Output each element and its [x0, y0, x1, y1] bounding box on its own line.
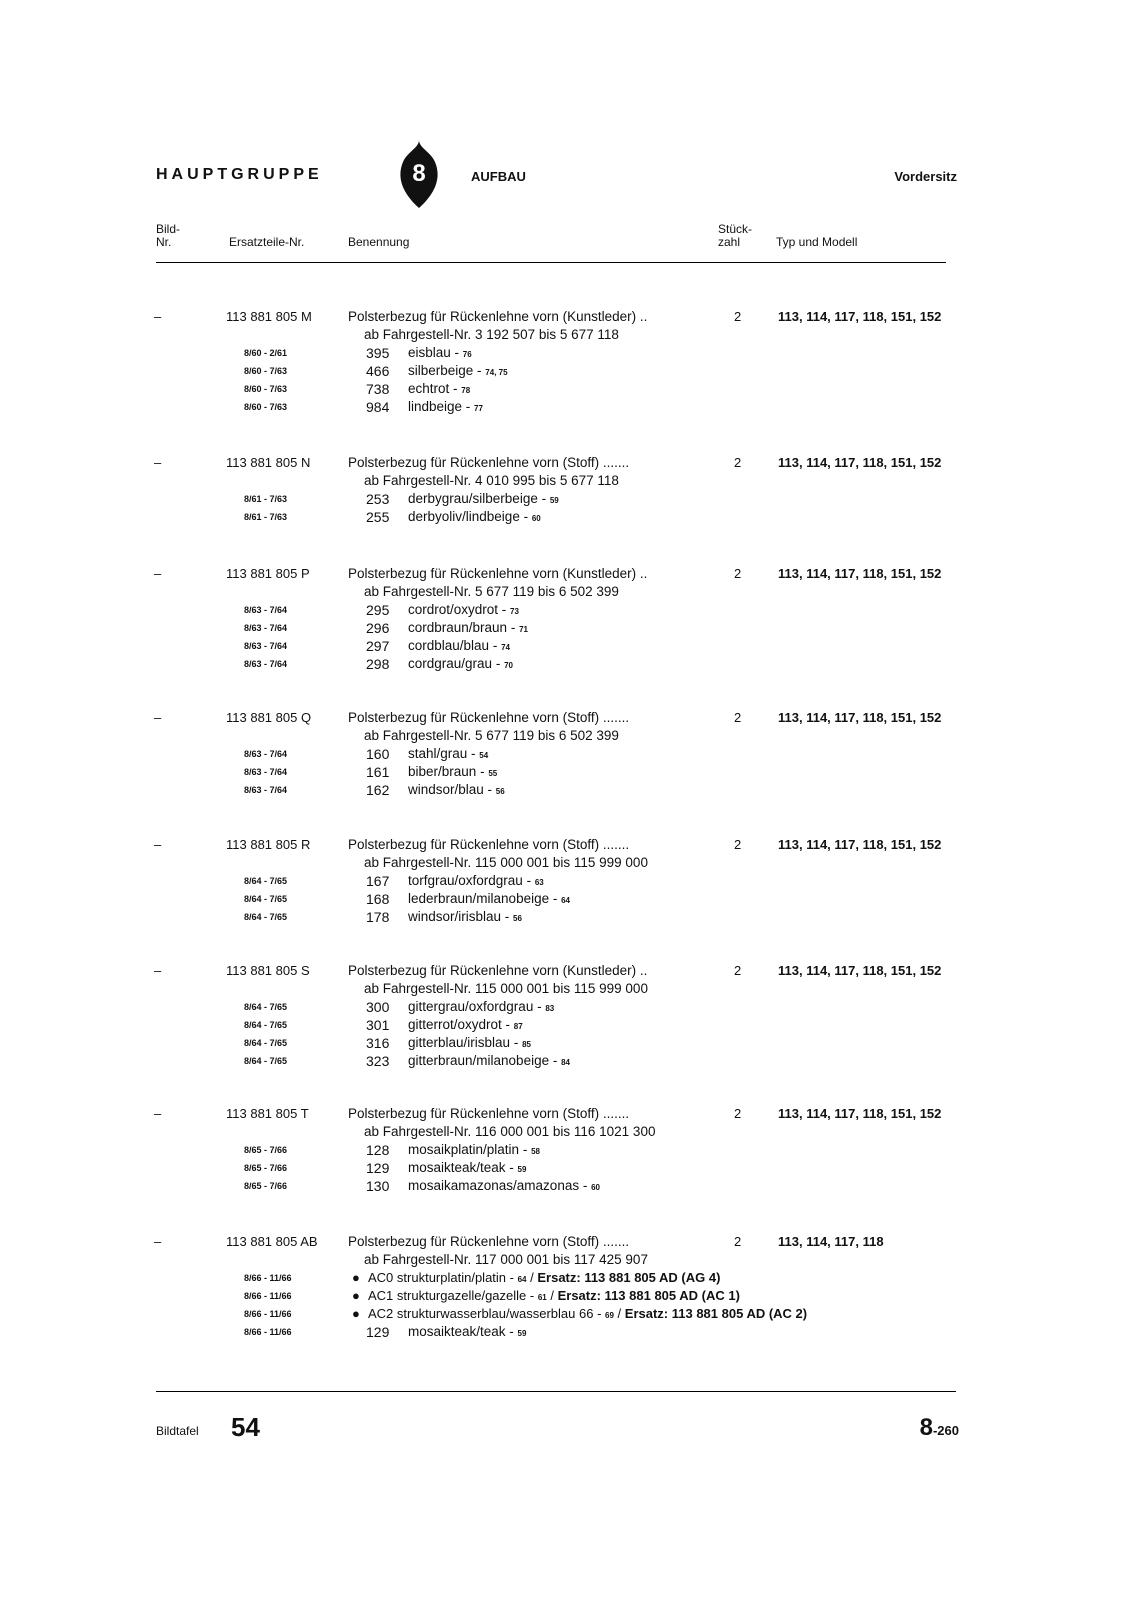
entry-dash: – [154, 710, 162, 725]
color-name-text: lederbraun/milanobeige [408, 891, 550, 906]
color-code: 298 [366, 656, 390, 672]
color-ref: 76 [462, 350, 472, 359]
color-code: 323 [366, 1053, 390, 1069]
section-title: AUFBAU [471, 169, 526, 184]
color-name-text: cordrot/oxydrot [408, 602, 499, 617]
parts-entry [150, 455, 980, 527]
color-name-text: cordgrau/grau [408, 656, 493, 671]
color-ref: 60 [531, 514, 541, 523]
part-models: 113, 114, 117, 118, 151, 152 [778, 837, 942, 852]
part-quantity: 2 [734, 309, 742, 324]
parts-entry [150, 963, 980, 1071]
col-bild-nr [156, 223, 180, 249]
replaced-color-line: AC1 strukturgazelle/gazelle - 61 / Ersatz: 113 881 805 AD (AC 1) [368, 1288, 740, 1303]
color-row [150, 1178, 980, 1196]
color-name: cordrot/oxydrot - 73 [408, 602, 519, 617]
entry-dash: – [154, 1106, 162, 1121]
header-rule [156, 262, 946, 263]
bullet-icon: ● [352, 1270, 360, 1285]
validity-date: 8/63 - 7/64 [244, 641, 288, 651]
entry-main-row [150, 1106, 980, 1124]
color-name-text: cordblau/blau [408, 638, 490, 653]
part-description: Polsterbezug für Rückenlehne vorn (Stoff) ....... [348, 1106, 630, 1121]
part-description: Polsterbezug für Rückenlehne vorn (Kunstleder) .. [348, 963, 648, 978]
validity-date: 8/66 - 11/66 [244, 1273, 292, 1283]
part-models: 113, 114, 117, 118, 151, 152 [778, 710, 942, 725]
color-name: eisblau - 76 [408, 345, 472, 360]
color-name: mosaikamazonas/amazonas - 60 [408, 1178, 600, 1193]
color-ref: 74 [501, 643, 510, 652]
color-code: 129 [366, 1324, 390, 1340]
color-ref: 56 [513, 914, 522, 923]
part-models: 113, 114, 117, 118, 151, 152 [778, 963, 942, 978]
part-description: Polsterbezug für Rückenlehne vorn (Stoff) ....... [348, 710, 630, 725]
parts-entry [150, 566, 980, 674]
color-name: stahl/grau - 54 [408, 746, 489, 761]
color-code: 297 [366, 638, 390, 654]
entry-chassis-row [150, 473, 980, 491]
color-ref: 64 [517, 1275, 527, 1284]
col-designation: Benennung [348, 235, 410, 249]
color-name-text: windsor/irisblau [408, 909, 502, 924]
validity-date: 8/63 - 7/64 [244, 749, 288, 759]
color-row [150, 602, 980, 620]
entry-chassis-row [150, 1124, 980, 1142]
entry-main-row [150, 566, 980, 584]
color-ref: 78 [461, 386, 471, 395]
color-name-text: cordbraun/braun [408, 620, 508, 635]
plate-label: Bildtafel [156, 1424, 199, 1438]
part-description: Polsterbezug für Rückenlehne vorn (Stoff) ....... [348, 837, 630, 852]
replacement-part: Ersatz: 113 881 805 AD (AC 1) [557, 1288, 740, 1303]
color-name: windsor/blau - 56 [408, 782, 505, 797]
color-ref: 63 [534, 878, 544, 887]
validity-date: 8/66 - 11/66 [244, 1309, 292, 1319]
validity-date: 8/64 - 7/65 [244, 1056, 288, 1066]
color-ref: 59 [517, 1165, 527, 1174]
chassis-range: ab Fahrgestell-Nr. 117 000 001 bis 117 425 907 [364, 1252, 648, 1267]
plate-number: 54 [231, 1412, 260, 1442]
replacement-part: Ersatz: 113 881 805 AD (AC 2) [624, 1306, 808, 1321]
color-code: 160 [366, 746, 390, 762]
color-ref: 64 [561, 896, 571, 905]
color-ref: 83 [545, 1004, 555, 1013]
color-row [150, 656, 980, 674]
col-bild-line2: Nr. [156, 235, 172, 249]
color-name: mosaikplatin/platin - 58 [408, 1142, 540, 1157]
color-ref: 54 [479, 751, 489, 760]
color-name: derbyoliv/lindbeige - 60 [408, 509, 541, 524]
color-name: windsor/irisblau - 56 [408, 909, 522, 924]
color-code: AC1 [368, 1288, 394, 1303]
chassis-range: ab Fahrgestell-Nr. 5 677 119 bis 6 502 399 [364, 728, 619, 743]
color-row [150, 509, 980, 527]
color-name-text: echtrot [408, 381, 450, 396]
validity-date: 8/63 - 7/64 [244, 659, 288, 669]
color-ref: 84 [561, 1058, 570, 1067]
color-name-text: gitterrot/oxydrot [408, 1017, 502, 1032]
parts-entry-last [150, 1234, 980, 1342]
color-name-text: gitterblau/irisblau [408, 1035, 511, 1050]
part-description: Polsterbezug für Rückenlehne vorn (Kunstleder) .. [348, 309, 648, 324]
color-row [150, 363, 980, 381]
color-row [150, 873, 980, 891]
color-code: 128 [366, 1142, 390, 1158]
replaced-color-row [150, 1270, 980, 1288]
col-qty-line2: zahl [718, 235, 741, 249]
color-name: silberbeige - 74, 75 [408, 363, 508, 378]
group-title: HAUPTGRUPPE [156, 166, 323, 183]
color-code: 301 [366, 1017, 390, 1033]
color-code: 296 [366, 620, 390, 636]
page-number [920, 1414, 959, 1442]
col-bild-line1: Bild- [156, 222, 181, 236]
color-name-text: windsor/blau [408, 782, 484, 797]
validity-date: 8/60 - 7/63 [244, 384, 288, 394]
replaced-color-line: AC0 strukturplatin/platin - 64 / Ersatz: 113 881 805 AD (AG 4) [368, 1270, 721, 1285]
entry-dash: – [154, 1234, 162, 1249]
color-code: 738 [366, 381, 390, 397]
entry-chassis-row [150, 981, 980, 999]
color-ref: 59 [517, 1329, 527, 1338]
color-ref: 74, 75 [485, 368, 508, 377]
part-quantity: 2 [734, 455, 742, 470]
color-name: echtrot - 78 [408, 381, 471, 396]
color-row [150, 1017, 980, 1035]
color-ref: 58 [531, 1147, 540, 1156]
validity-date: 8/65 - 7/66 [244, 1181, 288, 1191]
entry-chassis-row [150, 728, 980, 746]
entry-main-row [150, 455, 980, 473]
part-number: 113 881 805 N [226, 455, 311, 470]
validity-date: 8/60 - 7/63 [244, 402, 288, 412]
color-name: cordgrau/grau - 70 [408, 656, 513, 671]
part-number: 113 881 805 R [226, 837, 311, 852]
group-number: 8 [412, 160, 426, 187]
color-name: cordblau/blau - 74 [408, 638, 510, 653]
validity-date: 8/63 - 7/64 [244, 605, 288, 615]
replaced-color-line: AC2 strukturwasserblau/wasserblau 66 - 69 / Ersatz: 113 881 805 AD (AC 2) [368, 1306, 808, 1321]
validity-date: 8/64 - 7/65 [244, 876, 288, 886]
part-number: 113 881 805 P [226, 566, 310, 581]
validity-date: 8/64 - 7/65 [244, 1038, 288, 1048]
color-code: 255 [366, 509, 390, 525]
entry-dash: – [154, 837, 162, 852]
part-models: 113, 114, 117, 118, 151, 152 [778, 566, 942, 581]
part-number: 113 881 805 M [226, 309, 312, 324]
validity-date: 8/63 - 7/64 [244, 623, 288, 633]
color-code: 178 [366, 909, 390, 925]
entry-main-row [150, 963, 980, 981]
color-row [150, 999, 980, 1017]
color-code: 395 [366, 345, 390, 361]
validity-date: 8/60 - 2/61 [244, 348, 288, 358]
color-code: 130 [366, 1178, 390, 1194]
parts-entry [150, 1106, 980, 1196]
entry-chassis-row [150, 1252, 980, 1270]
color-name: derbygrau/silberbeige - 59 [408, 491, 559, 506]
color-name-text: lindbeige [408, 399, 463, 414]
color-row [150, 782, 980, 800]
entry-dash: – [154, 455, 162, 470]
entry-main-row [150, 309, 980, 327]
color-name: gitterrot/oxydrot - 87 [408, 1017, 523, 1032]
part-description: Polsterbezug für Rückenlehne vorn (Stoff) ....... [348, 1234, 630, 1249]
validity-date: 8/64 - 7/65 [244, 894, 288, 904]
validity-date: 8/60 - 7/63 [244, 366, 288, 376]
color-name-text: mosaikteak/teak [408, 1160, 506, 1175]
part-quantity: 2 [734, 1106, 742, 1121]
footer-rule [156, 1391, 956, 1392]
validity-date: 8/63 - 7/64 [244, 785, 288, 795]
entry-dash: – [154, 963, 162, 978]
entry-main-row [150, 837, 980, 855]
col-type-model: Typ und Modell [776, 235, 858, 249]
color-name-text: stahl/grau [408, 746, 468, 761]
part-quantity: 2 [734, 566, 742, 581]
color-ref: 73 [510, 607, 519, 616]
color-code: 129 [366, 1160, 390, 1176]
validity-date: 8/65 - 7/66 [244, 1163, 288, 1173]
color-name-text: gitterbraun/milanobeige [408, 1053, 550, 1068]
entry-main-row [150, 710, 980, 728]
color-code: 300 [366, 999, 390, 1015]
entry-dash: – [154, 309, 162, 324]
color-row [150, 909, 980, 927]
color-ref: 77 [474, 404, 483, 413]
validity-date: 8/66 - 11/66 [244, 1327, 292, 1337]
validity-date: 8/66 - 11/66 [244, 1291, 292, 1301]
entry-chassis-row [150, 855, 980, 873]
parts-entry [150, 710, 980, 800]
color-ref: 87 [513, 1022, 523, 1031]
color-code: 316 [366, 1035, 390, 1051]
color-name: lindbeige - 77 [408, 399, 483, 414]
color-row [150, 1324, 980, 1342]
validity-date: 8/64 - 7/65 [244, 1002, 288, 1012]
color-name-text: silberbeige [408, 363, 474, 378]
color-row [150, 345, 980, 363]
validity-date: 8/64 - 7/65 [244, 1020, 288, 1030]
color-name-text: derbyoliv/lindbeige [408, 509, 520, 524]
color-row [150, 764, 980, 782]
color-row [150, 399, 980, 417]
color-ref: 60 [591, 1183, 600, 1192]
entry-chassis-row [150, 327, 980, 345]
entry-dash: – [154, 566, 162, 581]
page-main: 8 [919, 1414, 933, 1441]
color-name-text: torfgrau/oxfordgrau [408, 873, 523, 888]
entry-chassis-row [150, 584, 980, 602]
color-name-text: mosaikamazonas/amazonas [408, 1178, 580, 1193]
bullet-icon: ● [352, 1288, 360, 1303]
color-ref: 70 [504, 661, 513, 670]
color-code: 295 [366, 602, 390, 618]
color-name: mosaikteak/teak - 59 [408, 1324, 527, 1339]
part-number: 113 881 805 AB [226, 1234, 318, 1249]
color-row [150, 1035, 980, 1053]
col-qty [718, 223, 752, 249]
color-name: cordbraun/braun - 71 [408, 620, 528, 635]
part-number: 113 881 805 T [226, 1106, 309, 1121]
color-row [150, 638, 980, 656]
color-name-text: mosaikteak/teak [408, 1324, 506, 1339]
color-name: gittergrau/oxfordgrau - 83 [408, 999, 555, 1014]
color-name-text: strukturwasserblau/wasserblau 66 [396, 1306, 594, 1321]
color-code: AC2 [368, 1306, 394, 1321]
parts-entry [150, 309, 980, 417]
part-models: 113, 114, 117, 118, 151, 152 [778, 1106, 942, 1121]
replacement-part: Ersatz: 113 881 805 AD (AG 4) [537, 1270, 721, 1285]
part-models: 113, 114, 117, 118 [778, 1234, 884, 1249]
validity-date: 8/64 - 7/65 [244, 912, 288, 922]
color-name: lederbraun/milanobeige - 64 [408, 891, 571, 906]
chassis-range: ab Fahrgestell-Nr. 116 000 001 bis 116 1021 300 [364, 1124, 656, 1139]
part-quantity: 2 [734, 837, 742, 852]
replaced-color-row [150, 1306, 980, 1324]
col-part-no: Ersatzteile-Nr. [229, 235, 305, 249]
color-row [150, 620, 980, 638]
chassis-range: ab Fahrgestell-Nr. 5 677 119 bis 6 502 399 [364, 584, 619, 599]
color-ref: 71 [519, 625, 528, 634]
color-name-text: derbygrau/silberbeige [408, 491, 538, 506]
color-row [150, 1053, 980, 1071]
chassis-range: ab Fahrgestell-Nr. 3 192 507 bis 5 677 118 [364, 327, 619, 342]
part-description: Polsterbezug für Rückenlehne vorn (Kunstleder) .. [348, 566, 648, 581]
color-code: 161 [366, 764, 390, 780]
entry-main-row [150, 1234, 980, 1252]
part-models: 113, 114, 117, 118, 151, 152 [778, 455, 942, 470]
color-ref: 55 [488, 769, 498, 778]
color-row [150, 891, 980, 909]
color-row [150, 491, 980, 509]
color-name-text: strukturplatin/platin [396, 1270, 507, 1285]
color-name: gitterbraun/milanobeige - 84 [408, 1053, 570, 1068]
color-row [150, 1142, 980, 1160]
chassis-range: ab Fahrgestell-Nr. 115 000 001 bis 115 999 000 [364, 981, 648, 996]
bullet-icon: ● [352, 1306, 360, 1321]
color-row [150, 1160, 980, 1178]
color-ref: 56 [495, 787, 505, 796]
color-name-text: biber/braun [408, 764, 477, 779]
color-name: gitterblau/irisblau - 85 [408, 1035, 531, 1050]
color-code: 984 [366, 399, 390, 415]
color-row [150, 381, 980, 399]
part-quantity: 2 [734, 963, 742, 978]
color-code: 253 [366, 491, 390, 507]
color-code: AC0 [368, 1270, 394, 1285]
chassis-range: ab Fahrgestell-Nr. 115 000 001 bis 115 999 000 [364, 855, 648, 870]
color-name-text: strukturgazelle/gazelle [396, 1288, 527, 1303]
color-name-text: eisblau [408, 345, 451, 360]
validity-date: 8/61 - 7/63 [244, 512, 288, 522]
part-quantity: 2 [734, 1234, 742, 1249]
color-ref: 61 [537, 1293, 547, 1302]
color-name: mosaikteak/teak - 59 [408, 1160, 527, 1175]
color-code: 466 [366, 363, 390, 379]
replaced-color-row [150, 1288, 980, 1306]
color-ref: 85 [522, 1040, 531, 1049]
part-quantity: 2 [734, 710, 742, 725]
color-name-text: gittergrau/oxfordgrau [408, 999, 534, 1014]
color-ref: 69 [605, 1311, 614, 1320]
part-models: 113, 114, 117, 118, 151, 152 [778, 309, 942, 324]
color-code: 167 [366, 873, 390, 889]
validity-date: 8/63 - 7/64 [244, 767, 288, 777]
color-code: 168 [366, 891, 390, 907]
part-number: 113 881 805 S [226, 963, 310, 978]
validity-date: 8/65 - 7/66 [244, 1145, 288, 1155]
subsection-title: Vordersitz [894, 169, 957, 184]
chassis-range: ab Fahrgestell-Nr. 4 010 995 bis 5 677 118 [364, 473, 619, 488]
group-number-badge [399, 140, 439, 208]
validity-date: 8/61 - 7/63 [244, 494, 288, 504]
page-sub: -260 [932, 1423, 959, 1438]
parts-entry [150, 837, 980, 927]
color-row [150, 746, 980, 764]
color-name: biber/braun - 55 [408, 764, 498, 779]
part-number: 113 881 805 Q [226, 710, 312, 725]
color-name: torfgrau/oxfordgrau - 63 [408, 873, 544, 888]
color-ref: 59 [549, 496, 559, 505]
col-qty-line1: Stück- [718, 222, 753, 236]
color-code: 162 [366, 782, 390, 798]
color-name-text: mosaikplatin/platin [408, 1142, 520, 1157]
part-description: Polsterbezug für Rückenlehne vorn (Stoff) ....... [348, 455, 630, 470]
